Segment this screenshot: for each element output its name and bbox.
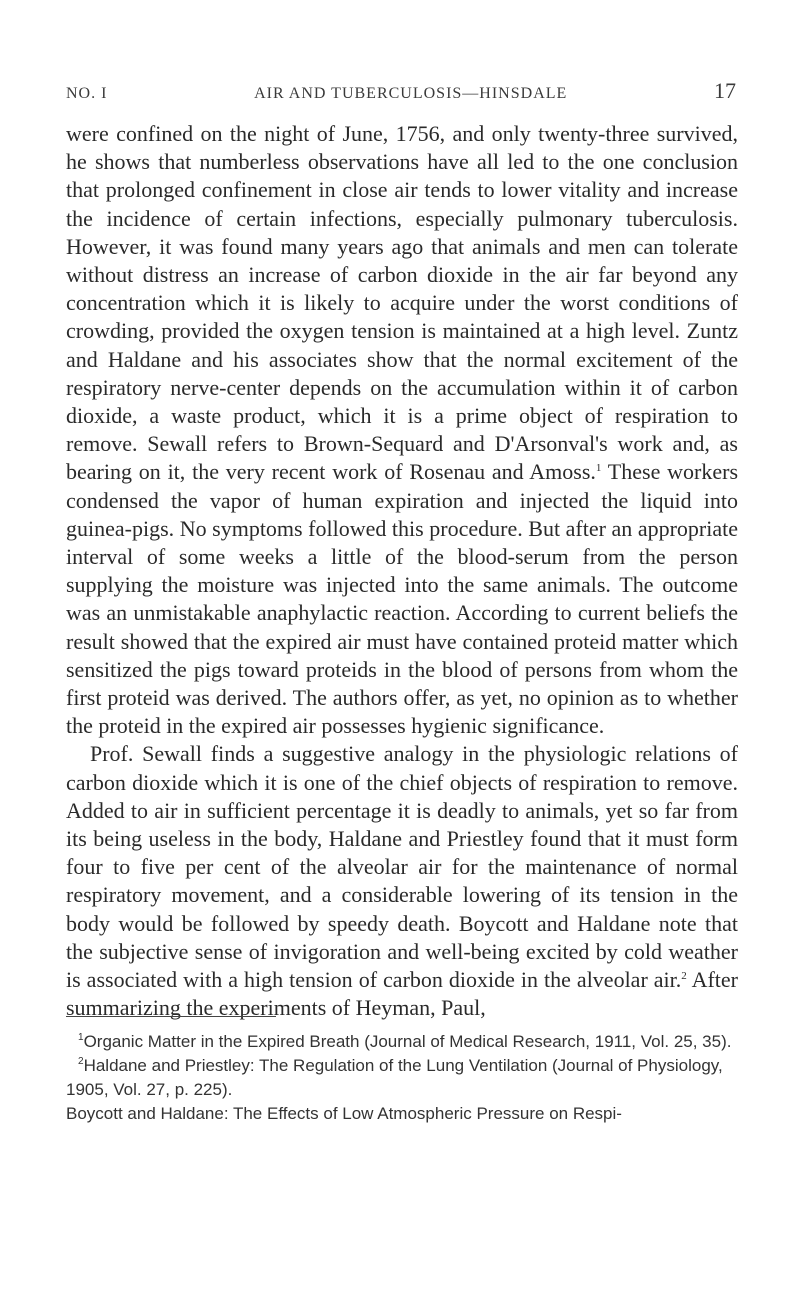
footnote-mark: 1: [78, 1032, 84, 1043]
footnote-rule: [66, 1016, 276, 1017]
footnote-mark: 2: [78, 1056, 84, 1067]
footnote-text: Haldane and Priestley: The Regulation of the Lung Ventilation (Journal of Physiology, 1905, Vol. 27, p. 225).: [66, 1056, 723, 1099]
footnote-text: Boycott and Haldane: The Effects of Low Atmospheric Pressure on Respi-: [66, 1104, 622, 1123]
paragraph-text: were confined on the night of June, 1756, and only twenty-three survived, he shows that numberless observations have all led to the one conclusion that prolonged confinement in close air tends to lower vitality and increase the incidence of certain infections, especially pulmonary tuberculosis. However, it was found many years ago that animals and men can tolerate without distress an increase of carbon dioxide in the air far beyond any concentration which it is likely to acquire under the worst conditions of crowding, provided the oxygen tension is maintained at a high level. Zuntz and Haldane and his associates show that the normal excitement of the respiratory nerve-center depends on the accumulation within it of carbon dioxide, a waste product, which it is a prime object of respiration to remove. Sewall refers to Brown-Sequard and D'Arsonval's work and, as bearing on it, the very recent work of Rosenau and Amoss.: [66, 121, 738, 485]
footnote-reference: 1: [595, 462, 602, 475]
footnote-text: Organic Matter in the Expired Breath (Journal of Medical Research, 1911, Vol. 25, 35).: [83, 1032, 732, 1051]
footnote: [66, 1102, 746, 1126]
issue-number: NO. I: [66, 85, 108, 102]
footnote-reference: 2: [681, 970, 687, 983]
paragraph-text: Prof. Sewall finds a suggestive analogy in the physiologic relations of carbon dioxide which it is one of the chief objects of respiration to remove. Added to air in sufficient percentage it is deadly to animals, yet so far from its being useless in the body, Haldane and Priestley found that it must form four to five per cent of the alveolar air for the maintenance of normal respiratory movement, and a considerable lowering of its tension in the body would be followed by speedy death. Boycott and Haldane note that the subjective sense of invigoration and well-being excited by cold weather is associated with a high tension of carbon dioxide in the alveolar air.: [66, 741, 738, 993]
footnote: [66, 1030, 746, 1054]
paragraph: [66, 740, 738, 1022]
running-title: AIR AND TUBERCULOSIS—HINSDALE: [254, 85, 568, 102]
running-head: [66, 78, 736, 104]
paragraph: [66, 120, 738, 740]
footnote: [66, 1054, 746, 1102]
paragraph-text: These workers condensed the vapor of human expiration and injected the liquid into guinea-pigs. No symptoms followed this procedure. But after an appropriate interval of some weeks a little of the blood-serum from the person supplying the moisture was injected into the same animals. The outcome was an unmistakable anaphylactic reaction. According to current beliefs the result showed that the expired air must have contained proteid matter which sensitized the pigs toward proteids in the blood of persons from whom the first proteid was derived. The authors offer, as yet, no opinion as to whether the proteid in the expired air possesses hygienic significance.: [66, 459, 739, 739]
body-text: [66, 120, 738, 1023]
footnotes: [66, 1030, 746, 1126]
page-number: 17: [713, 78, 736, 103]
paragraph-text: After summarizing the experiments of Heyman, Paul,: [66, 967, 738, 1021]
